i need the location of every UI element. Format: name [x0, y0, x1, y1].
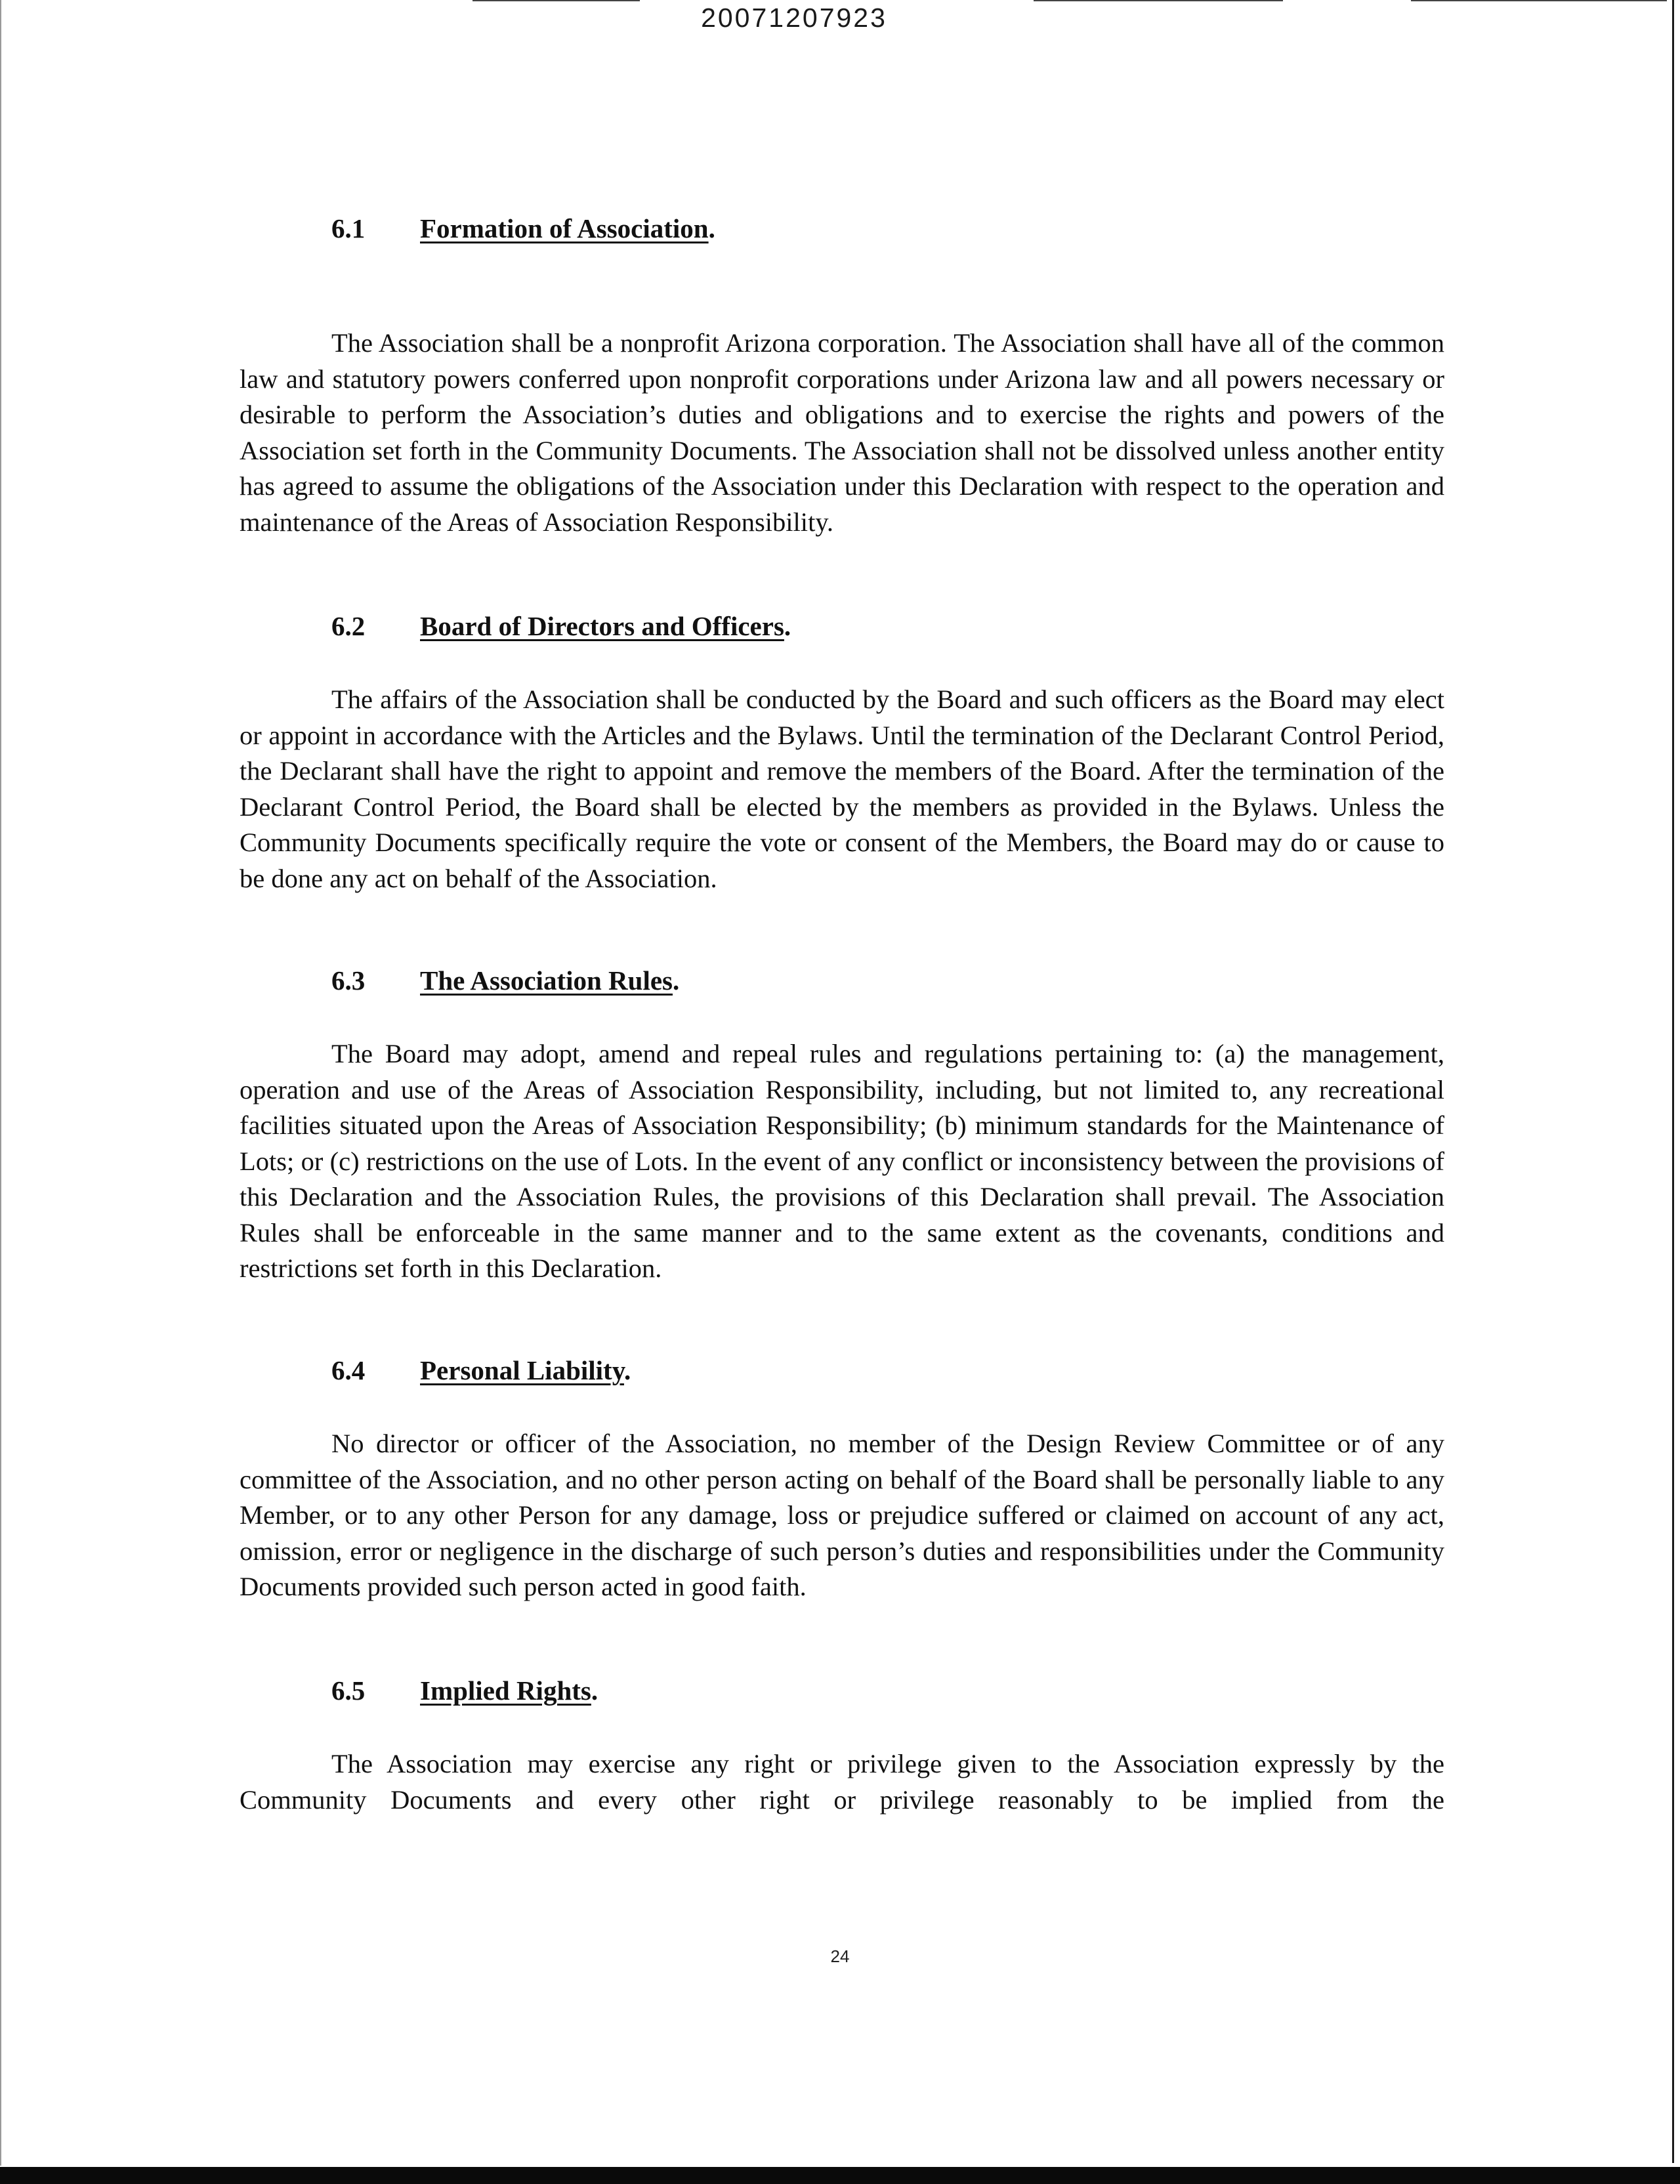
scan-border-left [0, 0, 1, 2166]
paragraph: The Association shall be a nonprofit Arizona corporation. The Association shall have all of the common law and statutory powers conferred upon nonprofit corporations under Arizona law and all powers necessary or desirable to perform the Association’s duties and obligations and to exercise the rights and powers of the Association set forth in the Community Documents. The Association shall not be dissolved unless another entity has agreed to assume the obligations of the Association under this Declaration with respect to the operation and maintenance of the Areas of Association Responsibility. [240, 328, 1444, 537]
paragraph: No director or officer of the Association, no member of the Design Review Committee or of any committee of the Association, and no other person acting on behalf of the Board shall be personally liable to any Member, or to any other Person for any damage, loss or prejudice suffered or claimed on account of any act, omission, error or negligence in the discharge of such person’s duties and responsibilities under the Community Documents provided such person acted in good faith. [240, 1429, 1444, 1601]
section-title-punct: . [623, 1355, 631, 1385]
paragraph: The affairs of the Association shall be conducted by the Board and such officers as the Board may elect or appoint in accordance with the Articles and the Bylaws. Until the termination of the Declarant Control Period, the Declarant shall have the right to appoint and remove the members of the Board. After the termination of the Declarant Control Period, the Board shall be elected by the members as provided in the Bylaws. Unless the Community Documents specifically require the vote or consent of the Members, the Board may do or cause to be done any act on behalf of the Association. [240, 684, 1444, 893]
section-body-6-5 [240, 1746, 1444, 1818]
section-title-punct: . [784, 611, 791, 641]
section-heading-6-3 [240, 967, 1444, 994]
section-body-6-3 [240, 1036, 1444, 1287]
section-body-6-4 [240, 1426, 1444, 1605]
section-title-punct: . [591, 1675, 598, 1706]
paragraph: The Association may exercise any right or privilege given to the Association expressly by the Community Documents and every other right or privilege reasonably to be implied from the [240, 1749, 1444, 1815]
header-rule-left [472, 0, 640, 1]
section-title-punct: . [708, 213, 715, 243]
section-title: Board of Directors and Officers [420, 611, 784, 641]
section-heading-6-2 [240, 613, 1444, 640]
section-title: Implied Rights [420, 1675, 591, 1706]
paragraph: The Board may adopt, amend and repeal rules and regulations pertaining to: (a) the management, operation and use of the Areas of Association Responsibility, including, but not limited to, any recreational facilities situated upon the Areas of Association Responsibility; (b) minimum standards for the Maintenance of Lots; or (c) restrictions on the use of Lots. In the event of any conflict or inconsistency between the provisions of this Declaration and the Association Rules, the provisions of this Declaration shall prevail. The Association Rules shall be enforceable in the same manner and to the same extent as the covenants, conditions and restrictions set forth in this Declaration. [240, 1039, 1444, 1283]
section-title: Formation of Association [420, 213, 709, 243]
document-number: 20071207923 [701, 3, 887, 33]
section-heading-6-5 [240, 1677, 1444, 1704]
section-body-6-1 [240, 326, 1444, 540]
section-title: Personal Liability [420, 1355, 624, 1385]
section-body-6-2 [240, 682, 1444, 896]
section-title-punct: . [673, 965, 680, 996]
section-title: The Association Rules [420, 965, 673, 996]
section-number: 6.1 [331, 213, 366, 243]
section-number: 6.4 [331, 1355, 366, 1385]
header-rule-far-right [1411, 0, 1667, 1]
section-number: 6.5 [331, 1675, 366, 1706]
page-number: 24 [830, 1946, 850, 1966]
section-number: 6.2 [331, 611, 366, 641]
section-heading-6-4 [240, 1357, 1444, 1384]
section-number: 6.3 [331, 965, 366, 996]
scan-border-bottom [0, 2167, 1680, 2184]
section-heading-6-1 [240, 215, 1444, 242]
scan-border-right [1672, 0, 1674, 2163]
header-rule-right [1034, 0, 1283, 1]
